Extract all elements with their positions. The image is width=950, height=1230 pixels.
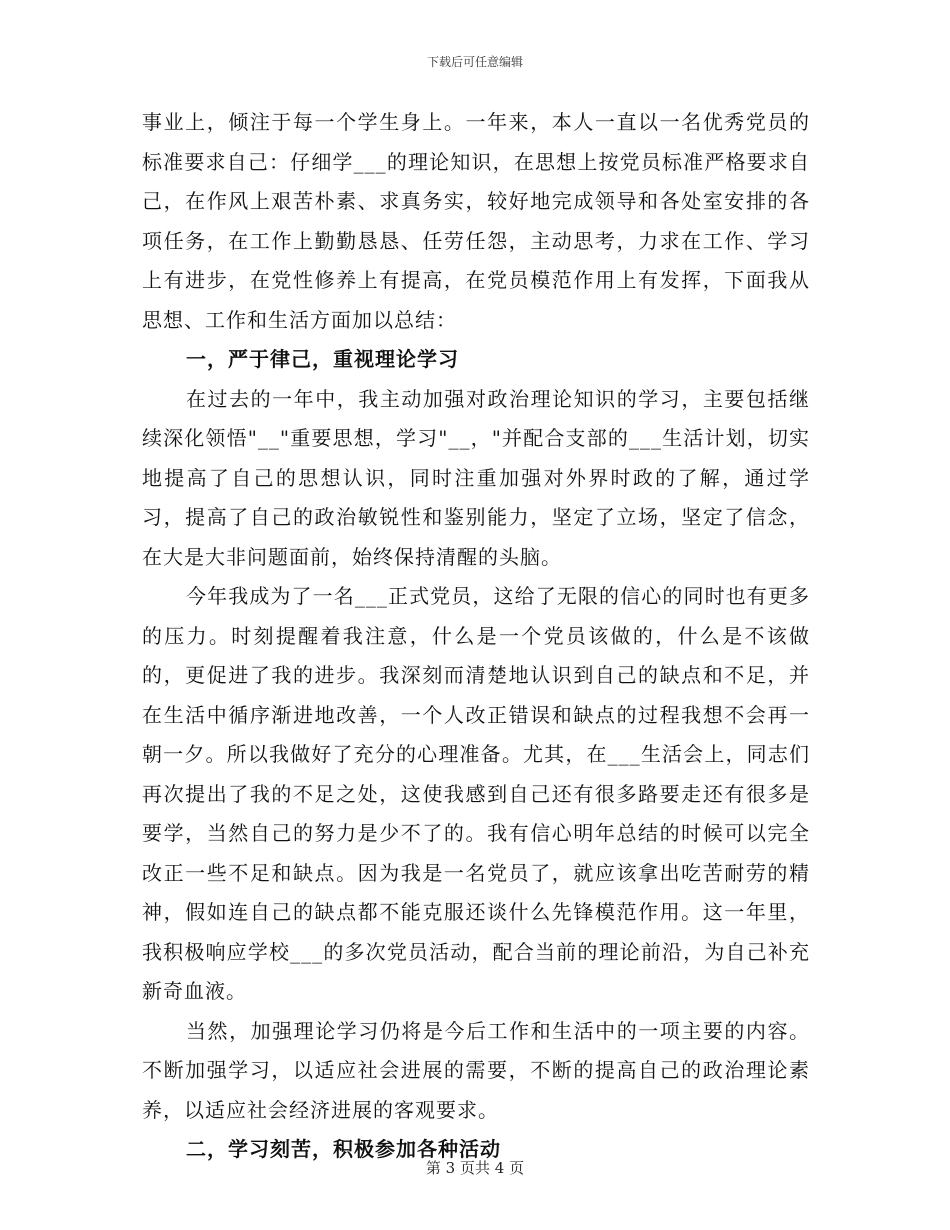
paragraph-continued: 事业上，倾注于每一个学生身上。一年来，本人一直以一名优秀党员的标准要求自己：仔细学___的理论知识，在思想上按党员标准严格要求自己，在作风上艰苦朴素、求真务实，较好地完成领导和各处室安排的各项任务，在工作上勤勤恳恳、任劳任怨，主动思考，力求在工作、学习上有进步，在党性修养上有提高，在党员模范作用上有发挥，下面我从思想、工作和生活方面加以总结： xyxy=(142,110,810,332)
paragraph: 当然，加强理论学习仍将是今后工作和生活中的一项主要的内容。不断加强学习，以适应社会进展的需要，不断的提高自己的政治理论素养，以适应社会经济进展的客观要求。 xyxy=(142,1018,810,1122)
page-number: 第 3 页共 4 页 xyxy=(425,1159,525,1177)
document-body xyxy=(142,103,810,1170)
header-note: 下载后可任意编辑 xyxy=(426,55,523,69)
section-heading-2: 二，学习刻苦，积极参加各种活动 xyxy=(186,1137,501,1161)
section-heading-1: 一，严于律己，重视理论学习 xyxy=(186,347,459,371)
paragraph: 今年我成为了一名___正式党员，这给了无限的信心的同时也有更多的压力。时刻提醒着我注意，什么是一个党员该做的，什么是不该做的，更促进了我的进步。我深刻而清楚地认识到自己的缺点和不足，并在生活中循序渐进地改善，一个人改正错误和缺点的过程我想不会再一朝一夕。所以我做好了充分的心理准备。尤其，在___生活会上，同志们再次提出了我的不足之处，这使我感到自己还有很多路要走还有很多是要学，当然自己的努力是少不了的。我有信心明年总结的时候可以完全改正一些不足和缺点。因为我是一名党员了，就应该拿出吃苦耐劳的精神，假如连自己的缺点都不能克服还谈什么先锋模范作用。这一年里，我积极响应学校___的多次党员活动，配合当前的理论前沿，为自己补充新奇血液。 xyxy=(142,584,810,1003)
paragraph: 在过去的一年中，我主动加强对政治理论知识的学习，主要包括继续深化领悟"__"重要思想，学习"__，"并配合支部的___生活计划，切实地提高了自己的思想认识，同时注重加强对外界时政的了解，通过学习，提高了自己的政治敏锐性和鉴别能力，坚定了立场，坚定了信念，在大是大非问题面前，始终保持清醒的头脑。 xyxy=(142,386,810,569)
